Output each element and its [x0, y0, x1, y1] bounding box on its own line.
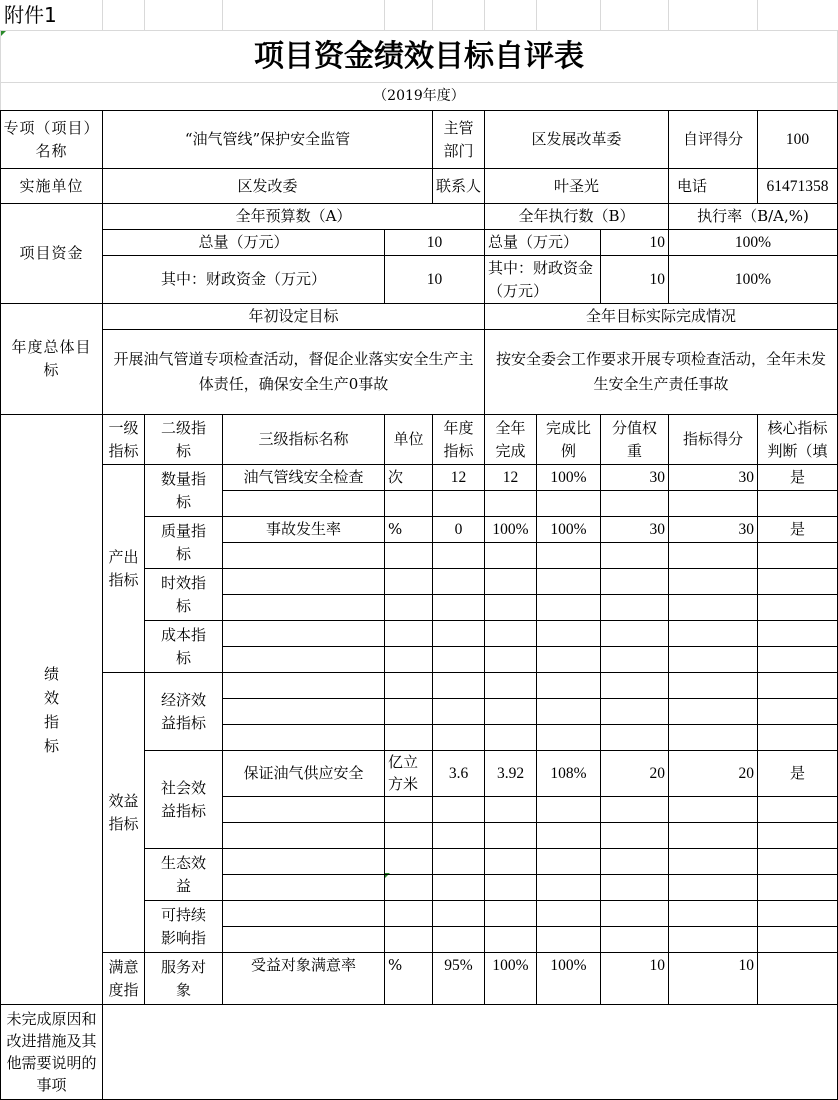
border-line: [536, 414, 537, 1004]
header-level1: 一级指标: [108, 418, 139, 460]
indicator-unit: 亿立方米: [388, 753, 419, 793]
contact-person: 叶圣光: [553, 176, 599, 195]
header-annual-target: 年度指标: [443, 418, 474, 460]
header-completion-ratio: 完成比例: [545, 418, 591, 460]
self-score-label: 自评得分: [682, 130, 743, 148]
actual-goal-text: 按安全委会工作要求开展专项检查活动，全年未发生安全生产责任事故: [495, 350, 826, 393]
border-line: [600, 414, 601, 1004]
indicator-weight: 10: [649, 957, 665, 974]
level2-sustainable: 可持续影响指: [160, 905, 206, 947]
level1-output: 产出指标: [108, 547, 139, 589]
level2-quality: 质量指标: [160, 521, 206, 563]
total-rate: 100%: [734, 234, 772, 251]
level2-social: 社会效益指标: [160, 778, 206, 820]
initial-goal-header: 年初设定目标: [248, 307, 339, 325]
indicator-core: [758, 953, 837, 978]
funds-label: 项目资金: [19, 244, 84, 262]
header-score: 指标得分: [682, 430, 743, 448]
initial-goal-text: 开展油气管道专项检查活动，督促企业落实安全生产主体责任，确保安全生产0事故: [113, 350, 474, 393]
gridline: [757, 0, 758, 30]
indicator-weight: 20: [649, 765, 665, 782]
implementing-unit: 区发改委: [237, 176, 298, 195]
remarks-text: [103, 1005, 837, 1099]
border-line: [222, 490, 838, 491]
indicator-target: 3.6: [448, 765, 469, 782]
indicator-name: 油气管线安全检查: [243, 468, 364, 486]
border-line: [757, 414, 758, 1004]
indicator-core: 是: [789, 764, 805, 782]
indicator-score: 10: [738, 957, 754, 974]
header-annual-actual: 全年完成: [495, 418, 526, 460]
indicator-ratio: 108%: [550, 765, 587, 782]
indicator-name: 保证油气供应安全: [243, 764, 364, 782]
fiscal-exec-label: 其中：财政资金（万元）: [488, 258, 594, 300]
fiscal-budget-label: 其中：财政资金（万元）: [160, 270, 326, 288]
gridline: [144, 0, 145, 30]
remarks-label: 未完成原因和改进措施及其他需要说明的事项: [6, 1010, 97, 1094]
border-line: [222, 646, 838, 647]
border-line: [144, 568, 838, 569]
border-line: [222, 822, 838, 823]
border-line: [668, 414, 669, 1004]
header-weight: 分值权重: [611, 418, 657, 460]
fiscal-rate: 100%: [734, 271, 772, 288]
implementing-unit-label: 实施单位: [19, 176, 84, 195]
level2-timeliness: 时效指标: [160, 573, 206, 615]
indicator-weight: 30: [649, 521, 665, 538]
gridline: [484, 0, 485, 30]
fiscal-budget: 10: [426, 271, 443, 288]
border-line: [222, 874, 838, 875]
indicator-name: 受益对象满意率: [250, 956, 356, 974]
level2-ecological: 生态效益: [160, 853, 206, 895]
border-line: [144, 620, 838, 621]
indicator-ratio: 100%: [550, 957, 587, 974]
year-label: （2019年度）: [373, 87, 465, 104]
indicator-score: 30: [738, 469, 754, 486]
indicator-actual: 100%: [492, 957, 529, 974]
execution-header: 全年执行数（B）: [518, 207, 635, 225]
border-line: [484, 414, 485, 1004]
indicator-actual: 3.92: [496, 765, 525, 782]
indicator-target: 12: [450, 469, 467, 486]
border-line: [222, 698, 838, 699]
attachment-label: 附件1: [4, 2, 57, 27]
gridline: [536, 0, 537, 30]
phone-number: 61471358: [766, 177, 829, 195]
header-unit: 单位: [393, 430, 424, 448]
border-line: [222, 414, 223, 1004]
fiscal-exec: 10: [649, 271, 665, 288]
indicator-core: 是: [789, 468, 805, 486]
level2-economic: 经济效益指标: [160, 690, 206, 732]
border-line: [144, 900, 838, 901]
border-line: [222, 542, 838, 543]
border-line: [144, 848, 838, 849]
gridline: [102, 0, 103, 30]
header-level3-name: 三级指标名称: [258, 430, 349, 448]
self-score: 100: [785, 131, 810, 148]
budget-header: 全年预算数（A）: [235, 207, 352, 225]
gridline: [384, 0, 385, 30]
department: 区发展改革委: [531, 130, 622, 148]
total-budget: 10: [426, 234, 443, 251]
header-level2: 二级指标: [160, 418, 206, 460]
total-exec: 10: [649, 234, 665, 251]
level1-satisfaction: 满意度指: [108, 957, 139, 999]
gridline: [222, 0, 223, 30]
indicator-core: 是: [789, 520, 805, 538]
execution-rate-header: 执行率（B/A,%): [697, 207, 809, 225]
border-line: [222, 724, 838, 725]
project-name-label: 专项（项目）名称: [3, 118, 100, 160]
border-line: [384, 414, 385, 1004]
annual-goal-label: 年度总体目标: [11, 338, 92, 379]
indicator-score: 30: [738, 521, 754, 538]
level2-quantity: 数量指标: [160, 469, 206, 511]
indicator-ratio: 100%: [550, 521, 587, 538]
header-core-judgement: 核心指标判断（填: [767, 418, 828, 460]
gridline: [668, 0, 669, 30]
total-exec-label: 总量（万元）: [488, 233, 579, 251]
border-line: [222, 796, 838, 797]
indicator-score: 20: [738, 765, 754, 782]
page-title: 项目资金绩效目标自评表: [254, 38, 584, 74]
indicator-target: 0: [454, 521, 463, 538]
border-line: [222, 594, 838, 595]
phone-label: 电话: [677, 176, 708, 195]
indicator-unit: %: [388, 520, 403, 538]
project-name: “油气管线”保护安全监管: [184, 130, 351, 148]
indicator-actual: 100%: [492, 521, 529, 538]
border-line: [432, 414, 433, 1004]
contact-label: 联系人: [435, 176, 481, 195]
actual-goal-header: 全年目标实际完成情况: [585, 307, 736, 325]
indicator-unit: %: [388, 956, 403, 974]
level1-benefit: 效益指标: [108, 791, 139, 833]
gridline: [432, 0, 433, 30]
gridline: [600, 0, 601, 30]
department-label: 主管部门: [443, 118, 474, 160]
level2-cost: 成本指标: [160, 625, 206, 667]
indicator-target: 95%: [444, 957, 473, 974]
performance-indicators-label: 绩效指标: [43, 664, 59, 755]
indicator-actual: 12: [502, 469, 519, 486]
indicator-name: 事故发生率: [265, 520, 341, 538]
border-line: [222, 926, 838, 927]
total-budget-label: 总量（万元）: [198, 233, 289, 251]
indicator-unit: 次: [388, 468, 404, 486]
indicator-ratio: 100%: [550, 469, 587, 486]
indicator-weight: 30: [649, 469, 665, 486]
level2-service: 服务对象: [160, 957, 206, 999]
